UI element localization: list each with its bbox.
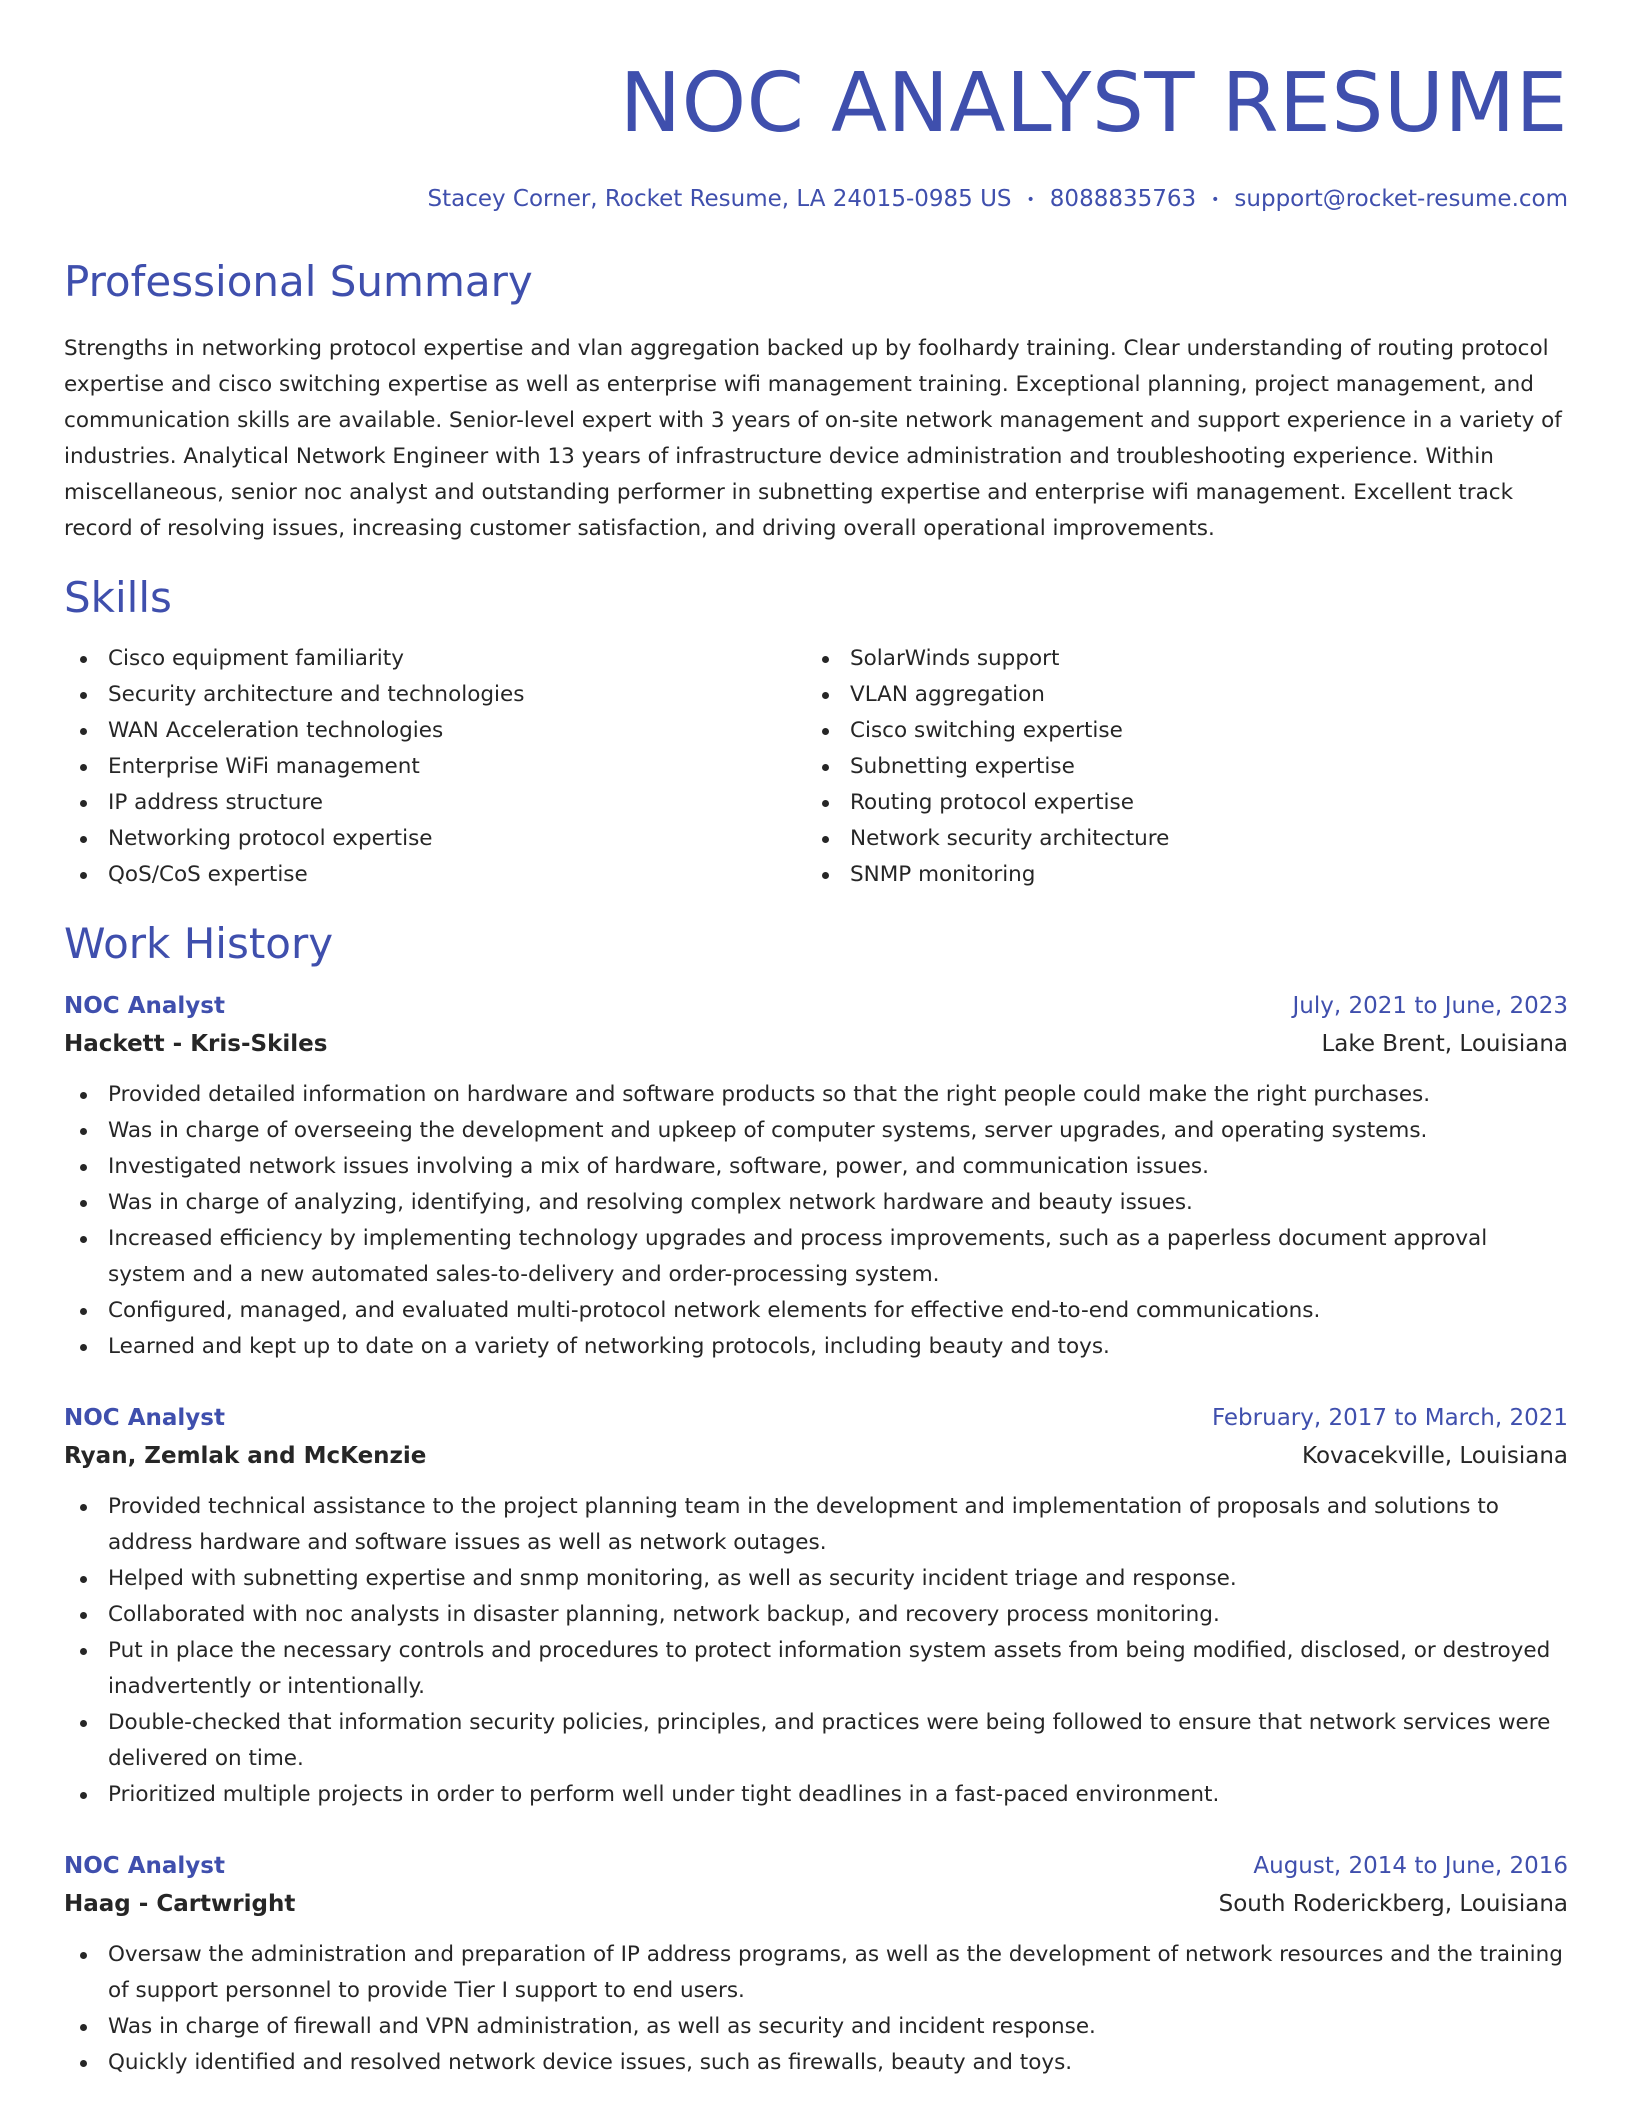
skills-list-left: [64, 641, 806, 893]
skills-list-right: [806, 641, 1548, 893]
job-bullet: Helped with subnetting expertise and snmp monitoring, as well as security incident triage and response.: [64, 1561, 1568, 1597]
job-role: NOC Analyst: [64, 1404, 225, 1431]
job-location: Lake Brent, Louisiana: [1321, 1030, 1568, 1057]
job-bullet: Collaborated with noc analysts in disaster planning, network backup, and recovery process monitoring.: [64, 1597, 1568, 1633]
work-history-section: [64, 919, 1568, 2081]
job-dates: August, 2014 to June, 2016: [1253, 1852, 1568, 1879]
job-company: Ryan, Zemlak and McKenzie: [64, 1442, 427, 1469]
skill-item: Security architecture and technologies: [64, 677, 806, 713]
job-bullet: Investigated network issues involving a mix of hardware, software, power, and communication issues.: [64, 1149, 1568, 1185]
job-bullet: Configured, managed, and evaluated multi-protocol network elements for effective end-to-end communications.: [64, 1293, 1568, 1329]
page-title: NOC ANALYST RESUME: [619, 56, 1568, 151]
job-bullet: Oversaw the administration and preparation of IP address programs, as well as the development of network resources and the training of support personnel to provide Tier I support to end users.: [64, 1937, 1568, 2009]
contact-line: [64, 184, 1568, 215]
skill-item: WAN Acceleration technologies: [64, 713, 806, 749]
job-bullets: [64, 1489, 1568, 1813]
job-company: Haag - Cartwright: [64, 1890, 296, 1917]
job-company-row: [64, 1885, 1568, 1923]
job-bullet: Double-checked that information security policies, principles, and practices were being followed to ensure that network services were delivered on time.: [64, 1705, 1568, 1777]
summary-section: [64, 257, 1568, 547]
job-header-row: [64, 1399, 1568, 1437]
job-bullet: Was in charge of firewall and VPN administration, as well as security and incident response.: [64, 2009, 1568, 2045]
skill-item: SolarWinds support: [806, 641, 1548, 677]
job-entry: [64, 987, 1568, 1365]
job-location: South Roderickberg, Louisiana: [1218, 1890, 1568, 1917]
skill-item: Subnetting expertise: [806, 749, 1548, 785]
skill-item: Cisco equipment familiarity: [64, 641, 806, 677]
job-entry: [64, 1847, 1568, 2081]
job-header-row: [64, 1847, 1568, 1885]
skills-section: [64, 573, 1568, 893]
summary-heading: Professional Summary: [64, 256, 533, 306]
resume-page: [64, 0, 1568, 2081]
skill-item: QoS/CoS expertise: [64, 857, 806, 893]
job-bullet: Provided detailed information on hardware and software products so that the right people could make the right purchases.: [64, 1077, 1568, 1113]
contact-address: Stacey Corner, Rocket Resume, LA 24015-0985 US: [427, 186, 1012, 212]
job-bullets: [64, 1077, 1568, 1365]
job-dates: February, 2017 to March, 2021: [1211, 1404, 1568, 1431]
job-bullet: Put in place the necessary controls and procedures to protect information system assets from being modified, disclosed, or destroyed inadvertently or intentionally.: [64, 1633, 1568, 1705]
job-company: Hackett - Kris-Skiles: [64, 1030, 328, 1057]
skill-item: IP address structure: [64, 785, 806, 821]
job-bullet: Prioritized multiple projects in order to perform well under tight deadlines in a fast-paced environment.: [64, 1777, 1568, 1813]
job-role: NOC Analyst: [64, 992, 225, 1019]
skill-item: Enterprise WiFi management: [64, 749, 806, 785]
skill-item: Network security architecture: [806, 821, 1548, 857]
separator-dot: •: [1026, 191, 1035, 208]
summary-text: Strengths in networking protocol expertise and vlan aggregation backed up by foolhardy training. Clear understanding of routing protocol expertise and cisco switching expertise as well as enterprise wifi management training. Exceptional planning, project management, and communication skills are available. Senior-level expert with 3 years of on-site network management and support experience in a variety of industries. Analytical Network Engineer with 13 years of infrastructure device administration and troubleshooting experience. Within miscellaneous, senior noc analyst and outstanding performer in subnetting expertise and enterprise wifi management. Excellent track record of resolving issues, increasing customer satisfaction, and driving overall operational improvements.: [64, 335, 1562, 541]
skill-item: Networking protocol expertise: [64, 821, 806, 857]
job-location: Kovacekville, Louisiana: [1302, 1442, 1568, 1469]
job-bullet: Was in charge of overseeing the development and upkeep of computer systems, server upgrades, and operating systems.: [64, 1113, 1568, 1149]
skills-heading: Skills: [64, 572, 172, 622]
job-bullet: Provided technical assistance to the project planning team in the development and implementation of proposals and solutions to address hardware and software issues as well as network outages.: [64, 1489, 1568, 1561]
skill-item: Cisco switching expertise: [806, 713, 1548, 749]
job-bullets: [64, 1937, 1568, 2081]
job-company-row: [64, 1437, 1568, 1475]
skill-item: Routing protocol expertise: [806, 785, 1548, 821]
work-history-heading: Work History: [64, 918, 334, 968]
job-bullet: Quickly identified and resolved network device issues, such as firewalls, beauty and toys.: [64, 2045, 1568, 2081]
job-entry: [64, 1399, 1568, 1813]
job-bullet: Was in charge of analyzing, identifying, and resolving complex network hardware and beauty issues.: [64, 1185, 1568, 1221]
separator-dot: •: [1211, 191, 1220, 208]
skill-item: SNMP monitoring: [806, 857, 1548, 893]
job-bullet: Increased efficiency by implementing technology upgrades and process improvements, such as a paperless document approval system and a new automated sales-to-delivery and order-processing system.: [64, 1221, 1568, 1293]
job-company-row: [64, 1025, 1568, 1063]
skill-item: VLAN aggregation: [806, 677, 1548, 713]
contact-email: support@rocket-resume.com: [1234, 186, 1568, 212]
contact-phone: 8088835763: [1049, 186, 1197, 212]
job-bullet: Learned and kept up to date on a variety of networking protocols, including beauty and toys.: [64, 1329, 1568, 1365]
job-header-row: [64, 987, 1568, 1025]
job-role: NOC Analyst: [64, 1852, 225, 1879]
skills-columns: [64, 641, 1568, 893]
job-dates: July, 2021 to June, 2023: [1292, 992, 1568, 1019]
